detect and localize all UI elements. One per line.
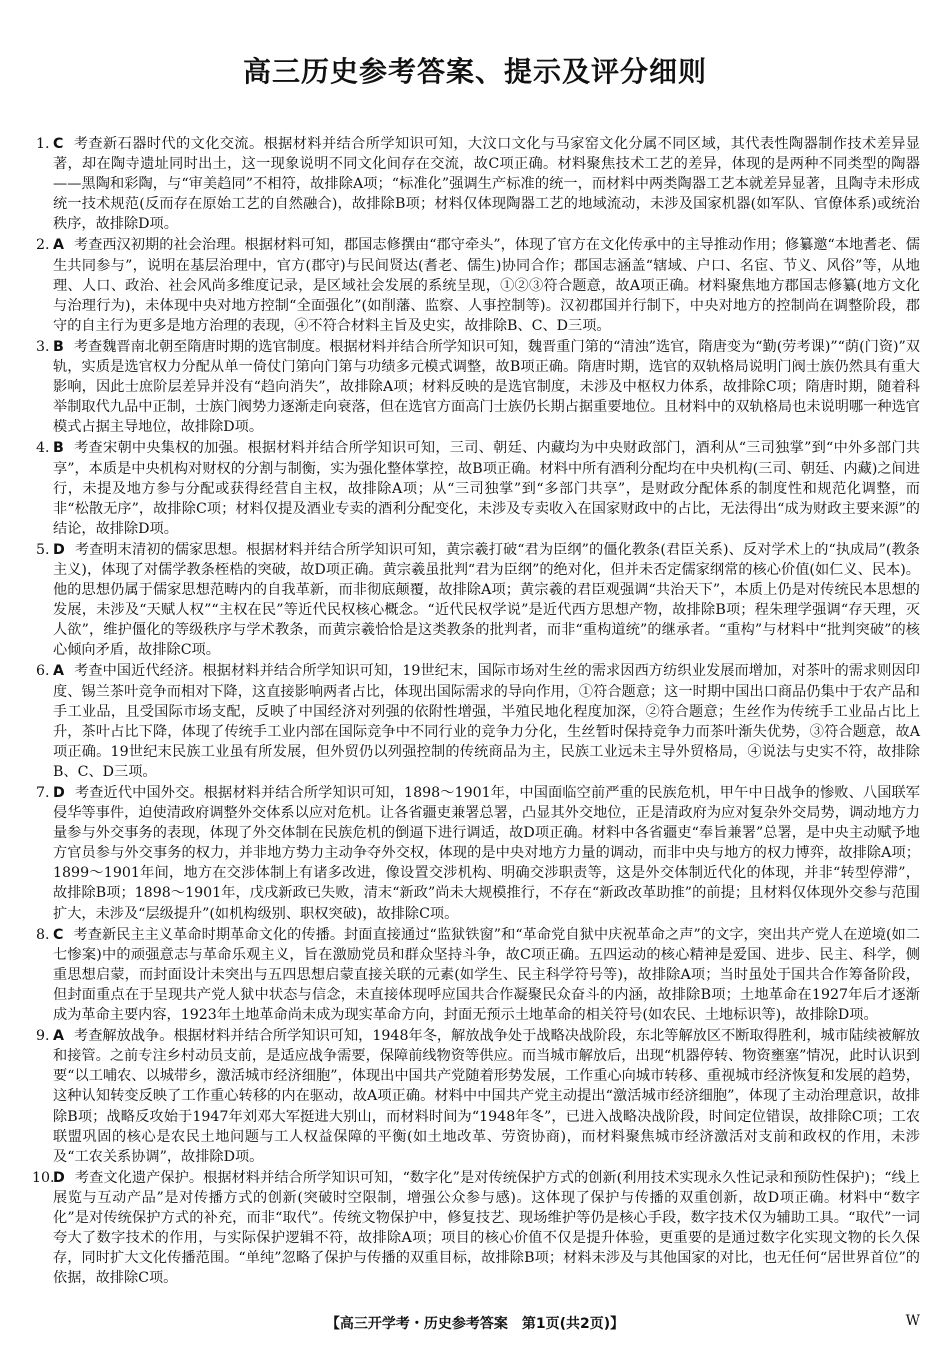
answer-item — [36, 925, 920, 1025]
answer-letter: A — [53, 1028, 64, 1045]
answer-explanation: 考查新石器时代的文化交流。根据材料并结合所学知识可知，大汶口文化与马家窑文化分属不同区域，其代表性陶器制作技术差异显著，却在陶寺遗址同时出土，这一现象说明不同文化间存在交流，故C项正确。材料聚焦技术工艺的差异，体现的是两种不同类型的陶器——黑陶和彩陶，与“审美趋同”不相符，故排除A项；“标准化”强调生产标准的统一，而材料中两类陶器工艺本就差异显著，且陶寺未形成统一技术规范(反而存在原始工艺的自然融合)，故排除B项；材料仅体现陶器工艺的地域流动，未涉及国家机器(如军队、官僚体系)或统治秩序，故排除D项。 — [53, 136, 920, 233]
answer-item — [36, 438, 920, 538]
item-number: 2. — [36, 237, 50, 254]
page-title: 高三历史参考答案、提示及评分细则 — [242, 55, 707, 88]
answer-item — [36, 661, 920, 782]
answer-item — [36, 337, 920, 437]
answer-explanation: 考查文化遗产保护。根据材料并结合所学知识可知，“数字化”是对传统保护方式的创新(利用技术实现永久性记录和预防性保护)；“线上展览与互动产品”是对传播方式的创新(突破时空限制，增强公众参与感)。这体现了保护与传播的双重创新，故D项正确。材料中“数字化”是对传统保护方式的补充，而非“取代”。传统文物保护中，修复技艺、现场维护等仍是核心手段，数字技术仅为辅助工具。“取代”一词夸大了数字技术的作用，与实际保护逻辑不符，故排除A项；项目的核心价值不仅是提升体验，更重要的是通过数字化实现文物的长久保存，同时扩大文化传播范围。“单纯”忽略了保护与传播的双重目标，故排除B项；材料未涉及与其他国家的对比，也无任何“居世界首位”的依据，故排除C项。 — [53, 1169, 920, 1287]
answer-letter: C — [53, 136, 64, 152]
item-number: 8. — [36, 926, 50, 943]
answer-letter: A — [53, 663, 64, 680]
item-number: 10. — [32, 1169, 55, 1186]
answer-explanation: 考查解放战争。根据材料并结合所学知识可知，1948年冬，解放战争处于战略决战阶段，东北等解放区不断取得胜利，城市陆续被解放和接管。之前专注乡村动员支前，是适应战争需要，保障前线物资等供应。而当城市解放后，出现“机器停转、物资壅塞”情况，此时认识到要“以工哺农、以城带乡，激活城市经济细胞”，体现出中国共产党随着形势发展，工作重心向城市转移、重视城市经济恢复和发展的趋势，这种认知转变反映了工作重心转移的内在驱动，故A项正确。材料中中国共产党主动提出“激活城市经济细胞”，体现了主动治理意识，故排除B项；战略反攻始于1947年刘邓大军挺进大别山，而材料时间为“1948年冬”，已进入战略决战阶段，时间定位错误，故排除C项；工农联盟巩固的核心是农民土地问题与工人权益保障的平衡(如土地改革、劳资协商)，而材料聚焦城市经济激活对支前和政权的作用，未涉及“工农关系协调”，故排除D项。 — [53, 1028, 920, 1165]
item-number: 3. — [36, 338, 50, 355]
answer-explanation: 考查中国近代经济。根据材料并结合所学知识可知，19世纪末，国际市场对生丝的需求因西方纺织业发展而增加，对茶叶的需求则因印度、锡兰茶叶竞争而相对下降，这直接影响两者占比，体现出国际需求的导向作用，①符合题意；这一时期中国出口商品仍集中于农产品和手工业品，且受国际市场支配，反映了中国经济对列强的依附性增强，半殖民地化程度加深，②符合题意；生丝作为传统手工业品占比上升，茶叶占比下降，体现了传统手工业内部在国际竞争中不同行业的竞争力分化，生丝暂时保持竞争力而茶叶渐失优势，③符合题意，故A项正确。19世纪末民族工业虽有所发展，但外贸仍以列强控制的传统商品为主，民族工业远未主导外贸格局，④说法与史实不符，故排除B、C、D三项。 — [53, 663, 920, 780]
answer-letter: D — [53, 1169, 65, 1186]
answer-item — [36, 783, 920, 924]
answer-letter: C — [53, 926, 64, 943]
item-number: 4. — [36, 440, 50, 457]
corner-mark: W — [905, 1313, 920, 1329]
answer-explanation: 考查宋朝中央集权的加强。根据材料并结合所学知识可知，三司、朝廷、内藏均为中央财政部门，酒利从“三司独掌”到“中外多部门共享”，本质是中央机构对财权的分割与制衡，实为强化整体掌控，故B项正确。材料中所有酒利分配均在中央机构(三司、朝廷、内藏)之间进行，未提及地方参与分配或获得经营自主权，故排除A项；从“三司独掌”到“多部门共享”，是财政分配体系的制度性和规范化调整，而非“松散无序”，故排除C项；材料仅提及酒业专卖的酒利分配变化，未涉及专卖收入在国家财政中的占比，无法得出“成为财政主要来源”的结论，故排除D项。 — [53, 440, 920, 537]
answer-letter: D — [53, 785, 65, 801]
answer-letter: A — [53, 237, 64, 254]
answer-item — [36, 134, 920, 234]
page-footer: 【高三开学考・历史参考答案 第1页(共2页)】 — [325, 1316, 625, 1332]
item-number: 5. — [36, 541, 50, 558]
answer-item — [36, 1026, 920, 1167]
answer-explanation: 考查近代中国外交。根据材料并结合所学知识可知，1898～1901年，中国面临空前严重的民族危机，甲午中日战争的惨败、八国联军侵华等事件，迫使清政府调整外交体系以应对危机。让各省疆吏兼署总署，凸显其外交地位，正是清政府为应对复杂外交局势，调动地方力量参与外交事务的表现，体现了外交体制在民族危机的倒逼下进行调适，故D项正确。材料中各省疆吏“奉旨兼署”总署，是中央主动赋予地方官员参与外交事务的权力，并非地方势力主动争夺外交权，体现的是中央对地方力量的调动，而非中央与地方的权力博弈，故排除A项；1899～1901年间，地方在交涉体制上有诸多改进，像设置交涉机构、明确交涉职责等，这是外交体制近代化的体现，并非“转型停滞”，故排除B项；1898～1901年，戊戌新政已失败，清末“新政”尚未大规模推行，不存在“新政改革助推”的前提；且材料仅体现外交参与范围扩大，未涉及“层级提升”(如机构级别、职权突破)，故排除C项。 — [53, 785, 920, 922]
answer-letter: D — [53, 541, 65, 558]
answer-item — [32, 1168, 920, 1289]
item-number: 7. — [36, 785, 50, 801]
answer-item — [36, 235, 920, 335]
answer-explanation: 考查新民主主义革命时期革命文化的传播。封面直接通过“监狱铁窗”和“革命党自狱中庆祝革命之声”的文字，突出共产党人在逆境(如二七惨案)中的顽强意志与革命乐观主义，旨在激励党员和群众坚持斗争，故C项正确。五四运动的核心精神是爱国、进步、民主、科学，侧重思想启蒙，而封面设计未突出与五四思想启蒙直接关联的元素(如学生、民主科学符号等)，故排除A项；当时虽处于国共合作筹备阶段，但封面重点在于呈现共产党人狱中状态与信念，未直接体现呼应国共合作凝聚民众奋斗的内涵，故排除B项；土地革命在1927年后才逐渐成为革命主要内容，1923年土地革命尚未成为现实革命方向，封面无预示土地革命的相关符号(如农民、土地标识等)，故排除D项。 — [53, 926, 920, 1024]
answer-letter: B — [53, 338, 64, 355]
item-number: 1. — [36, 136, 50, 152]
answer-list — [32, 134, 920, 1289]
answer-letter: B — [53, 440, 64, 457]
answer-explanation: 考查明末清初的儒家思想。根据材料并结合所学知识可知，黄宗羲打破“君为臣纲”的僵化教条(君臣关系)、反对学术上的“执成局”(教条主义)，体现了对儒学教条桎梏的突破，故D项正确。黄宗羲虽批判“君为臣纲”的绝对化，但并未否定儒家纲常的核心价值(如仁义、民本)。他的思想仍属于儒家思想范畴内的自我革新，而非彻底颠覆，故排除A项；黄宗羲的君臣观强调“共治天下”，本质上仍是对传统民本思想的发展，未涉及“天赋人权”“主权在民”等近代民权核心概念。“近代民权学说”是近代西方思想产物，故排除B项；程朱理学强调“存天理，灭人欲”，维护僵化的等级秩序与学术教条，而黄宗羲恰恰是这类教条的批判者，而非“重构道统”的继承者。“重构”与材料中“批判突破”的核心倾向矛盾，故排除C项。 — [53, 541, 920, 659]
item-number: 6. — [36, 663, 50, 680]
answer-explanation: 考查魏晋南北朝至隋唐时期的选官制度。根据材料并结合所学知识可知，魏晋重门第的“清浊”选官，隋唐变为“勤(劳考课)”“荫(门资)”双轨，实质是选官权力分配从单一倚仗门第向门第与功绩多元模式调整，故B项正确。隋唐时期，选官的双轨格局说明门阀士族仍然具有重大影响，因此士庶阶层差异并没有“趋向消失”，故排除A项；材料反映的是选官制度，未涉及中枢权力体系，故排除C项；隋唐时期，随着科举制取代九品中正制，士族门阀势力逐渐走向衰落，但在选官方面高门士族仍长期占据重要地位。且材料中的双轨格局也未说明哪一种选官模式占据主导地位，故排除D项。 — [53, 338, 920, 436]
item-number: 9. — [36, 1028, 50, 1045]
answer-explanation: 考查西汉初期的社会治理。根据材料可知，郡国志修撰由“郡守牵头”，体现了官方在文化传承中的主导推动作用；修纂邀“本地耆老、儒生共同参与”，说明在基层治理中，官方(郡守)与民间贤达(耆老、儒生)协同合作；郡国志涵盖“辖域、户口、名宦、节义、风俗”等，从地理、人口、政治、社会风尚多维度记录，是区域社会发展的系统呈现，①②③符合题意，故A项正确。材料聚焦地方郡国志修纂(地方文化与治理行为)，未体现中央对地方控制“全面强化”(如削藩、监察、人事控制等)。汉初郡国并行制下，中央对地方的控制尚在调整阶段，郡守的自主行为更多是地方治理的表现，④不符合材料主旨及史实，故排除B、C、D三项。 — [53, 237, 920, 334]
answer-item — [36, 540, 920, 661]
